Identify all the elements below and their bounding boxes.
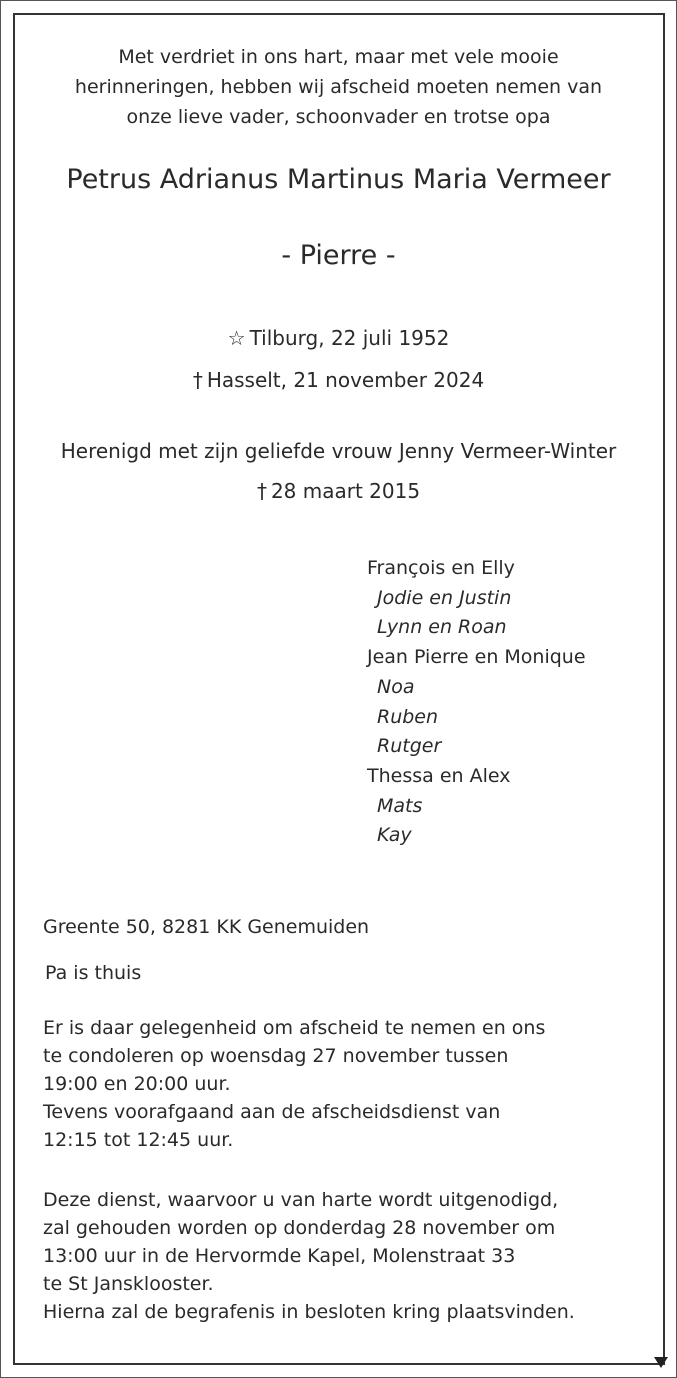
intro-line-2: herinneringen, hebben wij afscheid moeten nemen van bbox=[74, 76, 603, 98]
reunited-text: Herenigd met zijn geliefde vrouw Jenny Vermeer-Winter bbox=[60, 439, 617, 463]
family-member: François en Elly bbox=[367, 557, 515, 579]
dagger-icon: † bbox=[256, 479, 267, 503]
service-line: Deze dienst, waarvoor u van harte wordt uitgenodigd, bbox=[43, 1189, 559, 1211]
condolence-line: Tevens voorafgaand aan de afscheidsdienst van bbox=[43, 1101, 501, 1123]
grandchild: Jodie en Justin bbox=[377, 586, 512, 609]
reunited-date-line bbox=[0, 479, 677, 503]
condolence-line: 19:00 en 20:00 uur. bbox=[43, 1073, 231, 1095]
service-line: 13:00 uur in de Hervormde Kapel, Molenstraat 33 bbox=[43, 1245, 516, 1267]
reunited-date: 28 maart 2015 bbox=[270, 479, 421, 503]
condolence-line: te condoleren op woensdag 27 november tussen bbox=[43, 1045, 509, 1067]
intro-line-1: Met verdriet in ons hart, maar met vele mooie bbox=[118, 46, 559, 68]
grandchild: Ruben bbox=[377, 705, 439, 728]
service-line: zal gehouden worden op donderdag 28 november om bbox=[43, 1217, 556, 1239]
service-line: te St Jansklooster. bbox=[43, 1273, 214, 1295]
condolence-line: 12:15 tot 12:45 uur. bbox=[43, 1129, 234, 1151]
family-member: Thessa en Alex bbox=[367, 764, 511, 787]
star-icon: ☆ bbox=[227, 326, 246, 350]
grandchild: Rutger bbox=[377, 735, 442, 758]
address: Greente 50, 8281 KK Genemuiden bbox=[43, 916, 370, 938]
service-paragraph bbox=[43, 1186, 575, 1326]
intro-line-3: onze lieve vader, schoonvader en trotse opa bbox=[126, 106, 551, 128]
grandchild: Kay bbox=[377, 824, 412, 847]
deceased-full-name: Petrus Adrianus Martinus Maria Vermeer bbox=[66, 164, 611, 195]
grandchild: Lynn en Roan bbox=[377, 616, 507, 639]
condolence-paragraph bbox=[43, 1014, 545, 1154]
dagger-icon: † bbox=[192, 368, 203, 392]
death-place-date: Hasselt, 21 november 2024 bbox=[206, 368, 485, 392]
family-member: Jean Pierre en Monique bbox=[367, 646, 586, 669]
grandchild: Noa bbox=[377, 675, 415, 698]
deceased-nickname: - Pierre - bbox=[281, 240, 396, 271]
condolence-line: Er is daar gelegenheid om afscheid te nemen en ons bbox=[43, 1017, 546, 1039]
birth-place-date: Tilburg, 22 juli 1952 bbox=[249, 326, 450, 350]
grandchild: Mats bbox=[377, 794, 423, 817]
service-line: Hierna zal de begrafenis in besloten kring plaatsvinden. bbox=[43, 1301, 575, 1323]
birth-line bbox=[0, 326, 677, 350]
home-note: Pa is thuis bbox=[45, 962, 142, 984]
scroll-down-arrow-icon[interactable] bbox=[654, 1357, 668, 1368]
death-line bbox=[0, 368, 677, 392]
family-list bbox=[367, 554, 586, 851]
